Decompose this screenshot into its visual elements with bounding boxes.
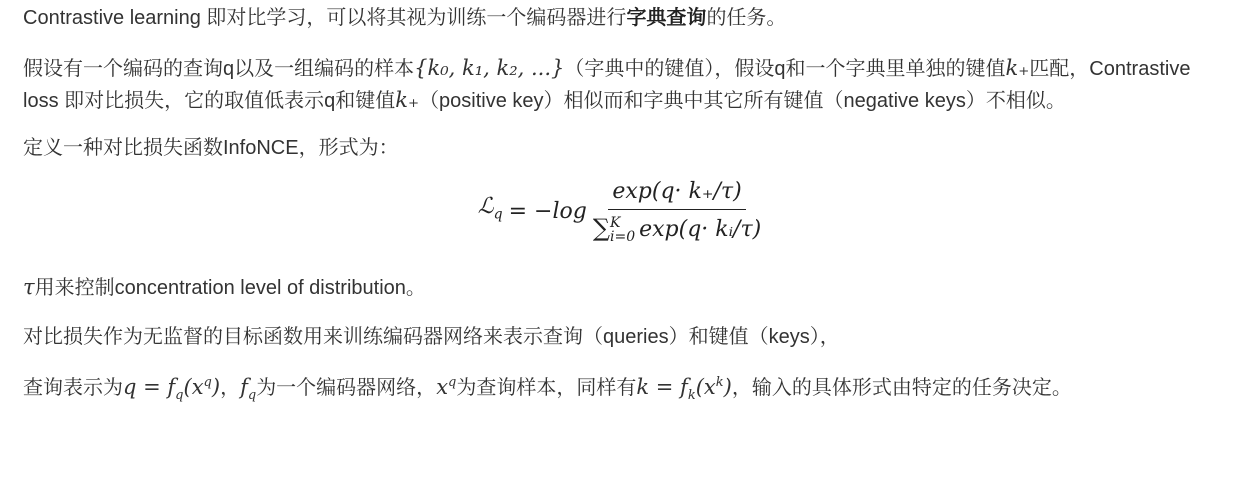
formula-numerator: exp(q· k₊/τ) [608, 178, 745, 210]
encoder-text-4: 为查询样本，同样有 [456, 377, 637, 399]
intro-paragraph [23, 3, 1220, 34]
formula-loss-subscript: q [493, 206, 503, 223]
tau-paragraph [23, 272, 1220, 304]
assumption-text-3: 匹配，Contrastive loss 即对比损失，它的取值低表示q和键值 [23, 58, 1191, 112]
math-query-def: $q = f_q(x^q)$ [123, 375, 221, 404]
encoder-text-3: 为一个编码器网络， [256, 377, 437, 399]
formula-denominator [589, 210, 765, 244]
math-k-plus: k₊ [1005, 56, 1030, 80]
formula-denominator-expr: exp(q· kᵢ/τ) [639, 217, 762, 242]
math-key-def: $k = f_k(x^k)$ [636, 375, 732, 404]
formula-loss-symbol: ℒ [477, 194, 494, 220]
formula-lhs [478, 191, 503, 230]
tau-text: 用来控制concentration level of distribution。 [34, 277, 426, 299]
assumption-paragraph [23, 53, 1220, 117]
math-fq: $f_q$ [240, 375, 257, 404]
definition-paragraph: 定义一种对比损失函数InfoNCE，形式为： [23, 137, 399, 159]
encoder-text-1: 查询表示为 [23, 377, 123, 399]
formula-sum-limits [610, 216, 635, 244]
assumption-text-4: （positive key）相似而和字典中其它所有键值（negative keys）不相似。 [419, 90, 1066, 112]
encoder-text-2: ， [220, 377, 241, 399]
intro-text: Contrastive learning 即对比学习，可以将其视为训练一个编码器进行 [23, 7, 627, 29]
formula-fraction [589, 178, 765, 244]
encoder-text-5: ，输入的具体形式由特定的任务决定。 [731, 377, 1072, 399]
encoder-paragraph [23, 372, 1220, 404]
intro-text-end: 的任务。 [706, 7, 787, 29]
math-tau: τ [23, 275, 35, 299]
assumption-text-2: （字典中的键值），假设q和一个字典里单独的键值 [564, 58, 1006, 80]
formula-sum-upper: K [609, 215, 621, 231]
dictionary-lookup-bold: 字典查询 [626, 7, 707, 29]
formula-sum-symbol: ∑ [592, 214, 610, 242]
math-xq: $x^q$ [436, 375, 457, 399]
math-k-plus: k₊ [395, 88, 420, 112]
math-sample-set: {k₀, k₁, k₂, ...} [414, 56, 565, 80]
objective-paragraph: 对比损失作为无监督的目标函数用来训练编码器网络来表示查询（queries）和键值（keys）， [23, 326, 840, 348]
infonce-formula [23, 174, 1220, 248]
formula-sum-lower: i=0 [609, 229, 636, 245]
formula-equals-neglog: = −log [508, 198, 587, 224]
assumption-text-1: 假设有一个编码的查询q以及一组编码的样本 [23, 58, 415, 80]
